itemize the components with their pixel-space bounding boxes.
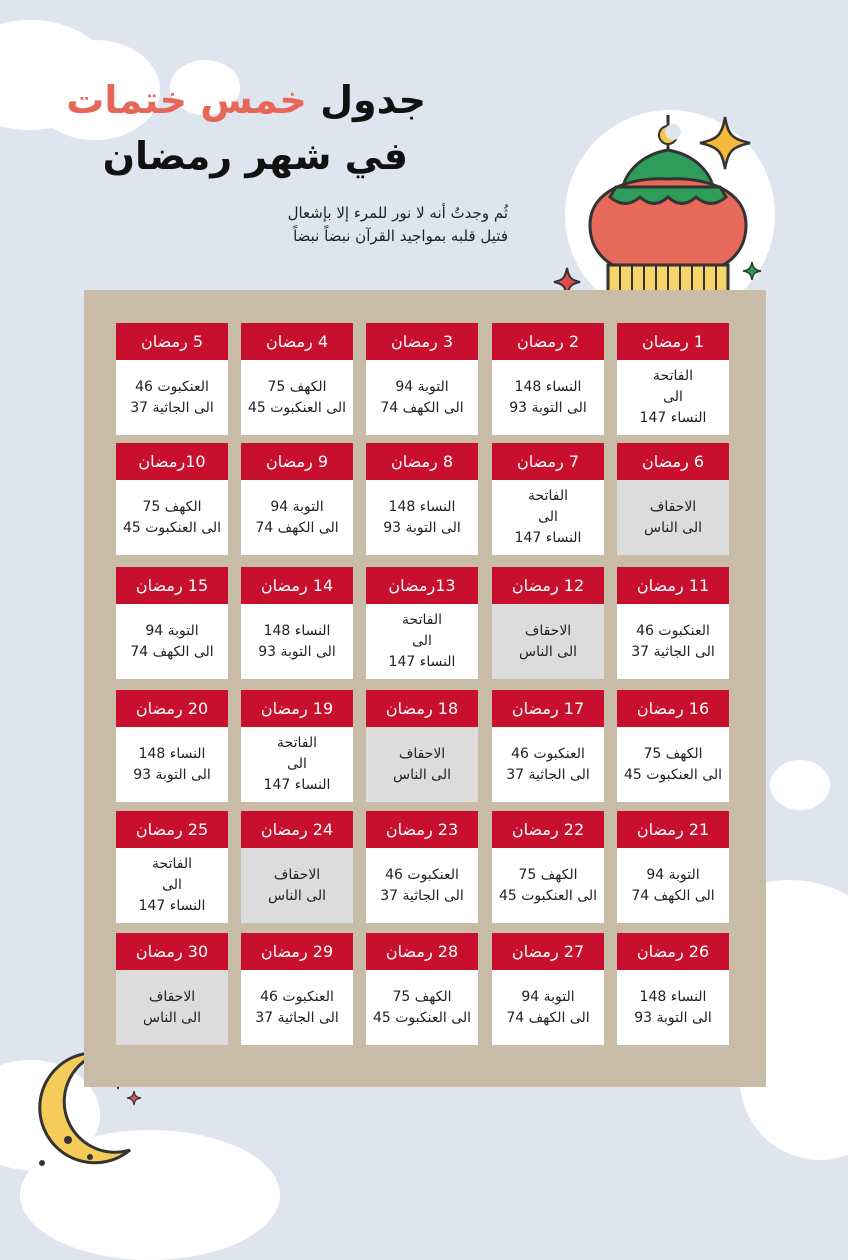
day-label: 12 رمضان <box>492 567 604 604</box>
reading-line: الى الكهف 74 <box>130 643 214 660</box>
reading-line: الى العنكبوت 45 <box>372 1009 472 1026</box>
day-label: 19 رمضان <box>241 690 353 727</box>
reading-line: الى الجاثية 37 <box>506 766 590 783</box>
reading-line: الى التوبة 93 <box>509 399 587 416</box>
day-label: 4 رمضان <box>241 323 353 360</box>
day-cell <box>241 567 353 679</box>
reading-range <box>366 604 478 679</box>
day-cell <box>617 443 729 555</box>
day-label: 29 رمضان <box>241 933 353 970</box>
reading-range <box>241 970 353 1045</box>
reading-line: الى الجاثية 37 <box>255 1009 339 1026</box>
day-cell <box>116 690 228 802</box>
day-label: 18 رمضان <box>366 690 478 727</box>
reading-line: الكهف 75 <box>267 378 327 395</box>
reading-range <box>241 360 353 435</box>
reading-line: العنكبوت 46 <box>385 866 459 883</box>
day-label: 15 رمضان <box>116 567 228 604</box>
reading-line: الى الناس <box>519 643 578 660</box>
reading-range <box>241 727 353 802</box>
reading-range <box>366 970 478 1045</box>
day-cell <box>116 323 228 435</box>
reading-line: العنكبوت 46 <box>636 622 710 639</box>
reading-line: الاحقاف <box>649 498 697 515</box>
day-cell <box>492 323 604 435</box>
reading-line: التوبة 94 <box>270 498 324 515</box>
reading-range <box>617 848 729 923</box>
reading-line: الاحقاف <box>524 622 572 639</box>
cloud-decoration <box>770 760 830 810</box>
reading-line: الى الناس <box>143 1009 202 1026</box>
reading-line: الفاتحة <box>277 735 317 751</box>
reading-range <box>617 480 729 555</box>
day-cell <box>617 323 729 435</box>
quote <box>248 202 508 248</box>
day-label: 26 رمضان <box>617 933 729 970</box>
day-label: 1 رمضان <box>617 323 729 360</box>
page-title <box>66 72 426 128</box>
day-cell <box>116 933 228 1045</box>
day-cell <box>366 323 478 435</box>
day-cell <box>241 933 353 1045</box>
reading-line: الكهف 75 <box>643 745 703 762</box>
reading-range <box>116 727 228 802</box>
reading-range <box>116 604 228 679</box>
day-label: 16 رمضان <box>617 690 729 727</box>
reading-line: الى التوبة 93 <box>258 643 336 660</box>
reading-line: النساء 148 <box>263 622 331 639</box>
day-label: 2 رمضان <box>492 323 604 360</box>
reading-line: الى العنكبوت 45 <box>498 887 598 904</box>
title-word: جدول <box>320 78 426 122</box>
day-label: 7 رمضان <box>492 443 604 480</box>
reading-line: النساء 147 <box>388 654 456 670</box>
reading-line: النساء 147 <box>514 530 582 546</box>
day-label: 21 رمضان <box>617 811 729 848</box>
reading-range <box>617 970 729 1045</box>
page-subtitle: في شهر رمضان <box>102 134 408 178</box>
day-label: 10رمضان <box>116 443 228 480</box>
reading-line: الاحقاف <box>398 745 446 762</box>
reading-line: الى العنكبوت 45 <box>623 766 723 783</box>
reading-line: الاحقاف <box>273 866 321 883</box>
day-cell <box>492 567 604 679</box>
reading-range <box>492 360 604 435</box>
day-cell <box>116 443 228 555</box>
reading-line: الى التوبة 93 <box>133 766 211 783</box>
reading-line: النساء 148 <box>138 745 206 762</box>
reading-range <box>492 604 604 679</box>
day-cell <box>492 933 604 1045</box>
day-cell <box>241 323 353 435</box>
reading-line: الكهف 75 <box>392 988 452 1005</box>
reading-line: التوبة 94 <box>646 866 700 883</box>
day-label: 5 رمضان <box>116 323 228 360</box>
day-cell <box>617 567 729 679</box>
reading-line: الى الكهف 74 <box>506 1009 590 1026</box>
day-cell <box>241 690 353 802</box>
reading-line: الى <box>162 877 182 893</box>
reading-line: الى الناس <box>268 887 327 904</box>
reading-range <box>366 480 478 555</box>
day-label: 9 رمضان <box>241 443 353 480</box>
day-label: 30 رمضان <box>116 933 228 970</box>
reading-line: الى <box>287 756 307 772</box>
reading-line: الى التوبة 93 <box>383 519 461 536</box>
day-cell <box>492 811 604 923</box>
reading-line: النساء 148 <box>388 498 456 515</box>
reading-range <box>116 970 228 1045</box>
reading-line: الفاتحة <box>653 368 693 384</box>
sparkle-star-icon <box>698 115 752 171</box>
reading-line: الاحقاف <box>148 988 196 1005</box>
day-label: 13رمضان <box>366 567 478 604</box>
reading-line: الى الكهف 74 <box>380 399 464 416</box>
reading-line: الى الناس <box>393 766 452 783</box>
day-label: 20 رمضان <box>116 690 228 727</box>
day-label: 23 رمضان <box>366 811 478 848</box>
reading-line: الى الكهف 74 <box>631 887 715 904</box>
reading-line: الكهف 75 <box>518 866 578 883</box>
title-accent: خمس ختمات <box>66 78 307 122</box>
reading-line: النساء 147 <box>639 410 707 426</box>
day-label: 25 رمضان <box>116 811 228 848</box>
reading-line: الى الجاثية 37 <box>631 643 715 660</box>
quote-line: ثُم وجدتُ أنه لا نور للمرء إلا بإشعال <box>287 204 508 222</box>
day-cell <box>617 933 729 1045</box>
quote-line: فتيل قلبه بمواجيد القرآن نبضاً نبضاً <box>293 227 508 245</box>
reading-line: الى العنكبوت 45 <box>247 399 347 416</box>
reading-line: الى الجاثية 37 <box>380 887 464 904</box>
day-cell <box>366 690 478 802</box>
day-label: 27 رمضان <box>492 933 604 970</box>
day-label: 6 رمضان <box>617 443 729 480</box>
reading-line: العنكبوت 46 <box>260 988 334 1005</box>
reading-range <box>492 727 604 802</box>
reading-range <box>492 970 604 1045</box>
day-cell <box>116 567 228 679</box>
reading-line: النساء 148 <box>514 378 582 395</box>
day-cell <box>366 443 478 555</box>
reading-line: النساء 147 <box>138 898 206 914</box>
reading-line: الى <box>412 633 432 649</box>
reading-line: الفاتحة <box>152 856 192 872</box>
day-label: 14 رمضان <box>241 567 353 604</box>
reading-range <box>492 848 604 923</box>
reading-range <box>366 848 478 923</box>
day-cell <box>116 811 228 923</box>
reading-line: الفاتحة <box>528 488 568 504</box>
reading-range <box>241 480 353 555</box>
sparkle-star-icon <box>742 261 762 281</box>
day-label: 11 رمضان <box>617 567 729 604</box>
reading-line: الفاتحة <box>402 612 442 628</box>
reading-range <box>617 360 729 435</box>
reading-line: الكهف 75 <box>142 498 202 515</box>
day-cell <box>492 690 604 802</box>
reading-range <box>366 727 478 802</box>
day-label: 8 رمضان <box>366 443 478 480</box>
day-label: 17 رمضان <box>492 690 604 727</box>
day-label: 3 رمضان <box>366 323 478 360</box>
day-cell <box>617 690 729 802</box>
reading-range <box>366 360 478 435</box>
reading-range <box>116 480 228 555</box>
day-label: 24 رمضان <box>241 811 353 848</box>
reading-range <box>116 848 228 923</box>
day-cell <box>366 933 478 1045</box>
day-cell <box>492 443 604 555</box>
reading-line: العنكبوت 46 <box>511 745 585 762</box>
reading-range <box>492 480 604 555</box>
reading-range <box>617 604 729 679</box>
day-cell <box>241 443 353 555</box>
reading-line: الى الجاثية 37 <box>130 399 214 416</box>
reading-line: الى الناس <box>644 519 703 536</box>
reading-line: التوبة 94 <box>395 378 449 395</box>
reading-line: النساء 147 <box>263 777 331 793</box>
day-cell <box>241 811 353 923</box>
reading-line: الى <box>663 389 683 405</box>
reading-range <box>116 360 228 435</box>
day-label: 22 رمضان <box>492 811 604 848</box>
reading-line: النساء 148 <box>639 988 707 1005</box>
reading-line: الى الكهف 74 <box>255 519 339 536</box>
reading-line: العنكبوت 46 <box>135 378 209 395</box>
reading-range <box>617 727 729 802</box>
reading-line: التوبة 94 <box>145 622 199 639</box>
reading-range <box>241 604 353 679</box>
reading-line: التوبة 94 <box>521 988 575 1005</box>
reading-line: الى العنكبوت 45 <box>122 519 222 536</box>
day-label: 28 رمضان <box>366 933 478 970</box>
reading-line: الى التوبة 93 <box>634 1009 712 1026</box>
day-cell <box>366 811 478 923</box>
reading-range <box>241 848 353 923</box>
reading-line: الى <box>538 509 558 525</box>
day-cell <box>617 811 729 923</box>
day-cell <box>366 567 478 679</box>
